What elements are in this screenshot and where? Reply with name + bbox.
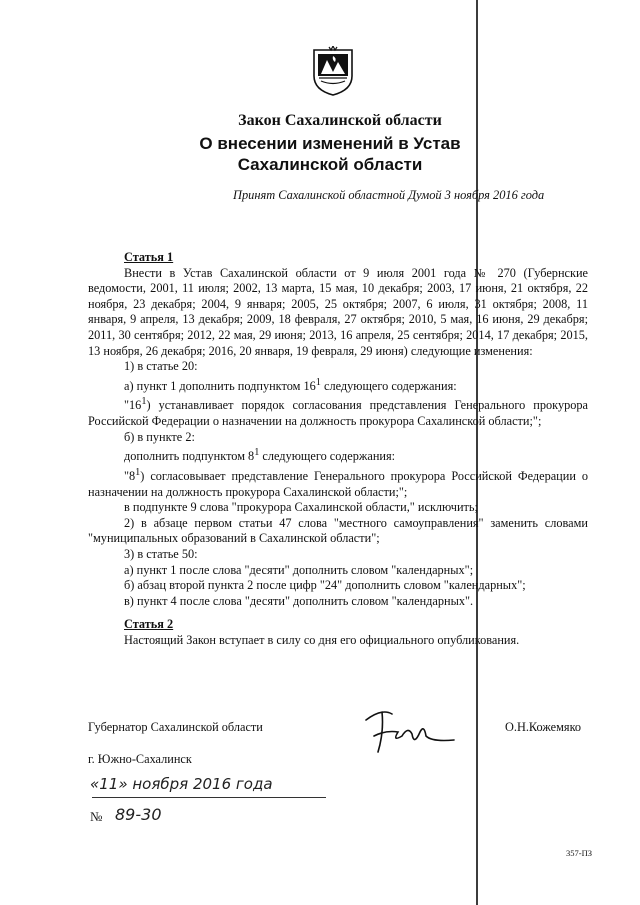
document-code: 357-ПЗ	[566, 848, 592, 858]
item1a-q-post: ) устанавливает порядок согласования представления Генерального прокурора Российской Федерации о назначении на должность прокурора Сахалинской области;";	[88, 398, 588, 429]
article1-item3: 3) в статье 50:	[124, 547, 198, 562]
article1-item1b2: в подпункте 9 слова "прокурора Сахалинской области," исключить;	[124, 500, 478, 515]
article1-item2: 2) в абзаце первом статьи 47 слова "местного самоуправления" заменить словами "муниципальных образований в Сахалинской области";	[88, 515, 588, 546]
item1a-sup: 1	[315, 376, 321, 388]
item1a-post: следующего содержания:	[320, 378, 457, 393]
item1b1-q-pre: "8	[124, 469, 136, 484]
handwritten-number: 89-30	[115, 805, 162, 824]
date-underline	[92, 797, 326, 798]
city-name: г. Южно-Сахалинск	[88, 752, 192, 766]
item1a-pre: а) пункт 1 дополнить подпунктом 16	[124, 378, 316, 393]
article1-item3c: в) пункт 4 после слова "десяти" дополнить словом "календарных".	[124, 593, 474, 608]
article1-item1b1	[88, 445, 588, 465]
article1-item3b: б) абзац второй пункта 2 после цифр "24" дополнить словом "календарных";	[124, 578, 526, 593]
law-subject-text: О внесении изменений в Устав Сахалинской области	[199, 134, 461, 174]
coat-of-arms-icon	[311, 46, 355, 96]
article1-item1: 1) в статье 20:	[124, 359, 198, 374]
item1b1-sup: 1	[254, 447, 260, 459]
law-subject	[0, 133, 640, 175]
handwritten-date: «11» ноября 2016 года	[90, 775, 273, 793]
article2-text: Настоящий Закон вступает в силу со дня его официального опубликования.	[124, 633, 520, 648]
article-gap	[88, 609, 588, 617]
number-prefix: №	[90, 809, 103, 824]
article1-item1a-quote	[88, 394, 588, 429]
law-body	[88, 250, 588, 649]
article1-item1a	[88, 375, 588, 395]
item1b1-q-sup: 1	[135, 467, 141, 478]
item1b1-q-post: ) согласовывает представление Генерального прокурора Российской Федерации о назначении на должность прокурора Сахалинской области;";	[88, 469, 588, 499]
item1a-q-pre: "16	[124, 398, 142, 413]
adoption-note: Принят Сахалинской областной Думой 3 ноября 2016 года	[233, 188, 545, 202]
handwritten-signature-icon	[362, 702, 458, 756]
signer-name: О.Н.Кожемяко	[505, 720, 582, 734]
article1-item1b: б) в пункте 2:	[124, 429, 195, 444]
article1-title: Статья 1	[124, 250, 174, 264]
item1a-q-sup: 1	[141, 396, 147, 408]
article1-item3a: а) пункт 1 после слова "десяти" дополнить словом "календарных";	[124, 562, 474, 577]
law-title: Закон Сахалинской области	[238, 112, 442, 129]
item1b1-post: следующего содержания:	[259, 449, 396, 464]
item1b1-pre: дополнить подпунктом 8	[124, 449, 255, 464]
governor-position: Губернатор Сахалинской области	[88, 720, 263, 734]
article1-item1b1-quote	[88, 465, 588, 500]
article2-title: Статья 2	[124, 617, 174, 632]
article1-intro: Внести в Устав Сахалинской области от 9 июля 2001 года № 270 (Губернские ведомости, 2001, 11 июля; 2002, 13 марта, 15 мая, 10 декабря; 2003, 17 июня, 21 октября, 22 ноября, 23 декабря; 2004, 9 января; 2005, 25 октября; 2007, 6 июля, 31 октября; 2008, 11 января, 9 апреля, 13 декабря; 2009, 18 февраля, 27 октября; 2010, 5 мая, 16 июня, 29 декабря; 2011, 30 сентября; 2012, 22 мая, 29 июня; 2013, 16 апреля, 25 сентября; 2014, 17 декабря; 2015, 13 ноября, 26 декабря; 2016, 20 января, 19 февраля, 29 июня) следующие изменения:	[88, 265, 588, 358]
